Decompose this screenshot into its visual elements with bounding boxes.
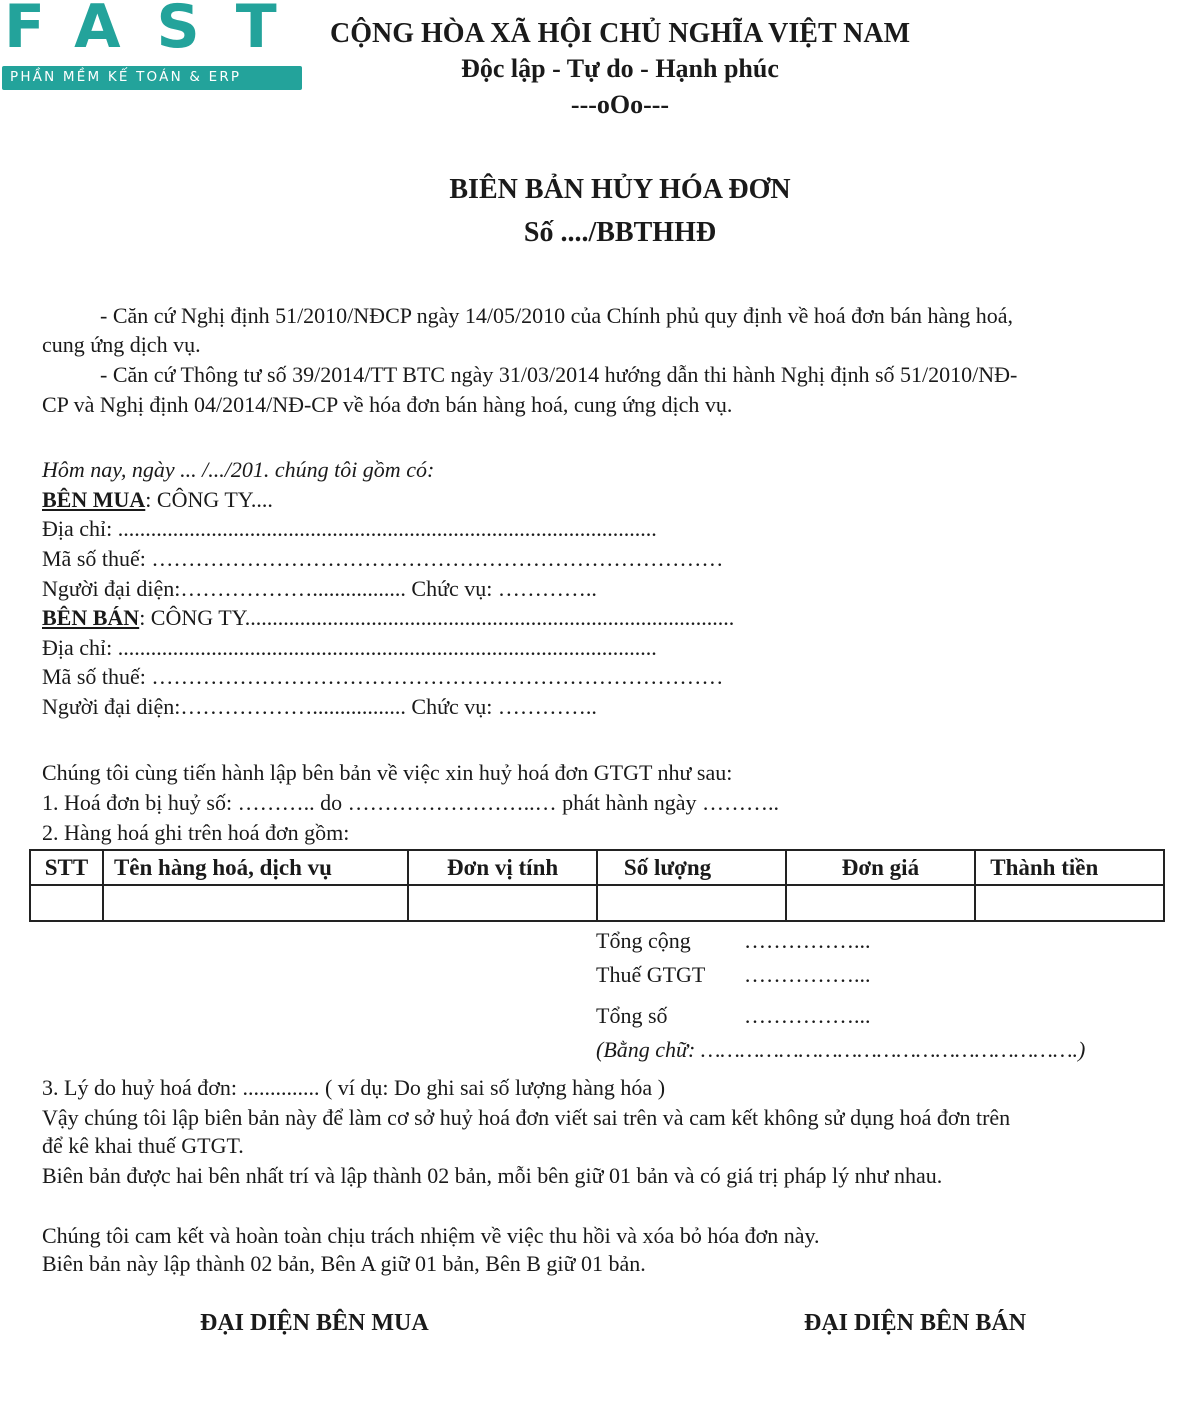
col-header-name: Tên hàng hoá, dịch vụ: [103, 850, 408, 885]
grand-total-value: ……………...: [744, 1003, 871, 1028]
buyer-line: [42, 487, 273, 513]
basis-line-1: - Căn cứ Nghị định 51/2010/NĐCP ngày 14/05/2010 của Chính phủ quy định về hoá đơn bán hàng hoá,: [100, 303, 1014, 328]
commit-line-5: Biên bản này lập thành 02 bản, Bên A giữ 01 bản, Bên B giữ 01 bản.: [42, 1251, 646, 1276]
table-header-row: [30, 850, 1164, 885]
logo-tagline: PHẦN MỀM KẾ TOÁN & ERP: [10, 69, 242, 85]
logo-wordmark: FAST: [4, 0, 313, 62]
total-value: ……………...: [744, 928, 871, 953]
col-header-amount: Thành tiền: [975, 850, 1164, 885]
col-header-unit: Đơn vị tính: [408, 850, 597, 885]
grand-total-label: Tổng số: [596, 1003, 668, 1028]
basis-line-3: - Căn cứ Thông tư số 39/2014/TT BTC ngày 31/03/2014 hướng dẫn thi hành Nghị định số 51/2010/NĐ-: [100, 362, 1018, 387]
seller-tax-code: Mã số thuế: ……………………………………………………………………: [42, 664, 724, 689]
buyer-company: : CÔNG TY....: [145, 487, 273, 512]
buyer-address: Địa chỉ: ..................................................................................................: [42, 516, 657, 541]
table-cell: [408, 885, 597, 921]
basis-line-4: CP và Nghị định 04/2014/NĐ-CP về hóa đơn bán hàng hoá, cung ứng dịch vụ.: [42, 392, 733, 417]
commit-line-3: Biên bản được hai bên nhất trí và lập thành 02 bản, mỗi bên giữ 01 bản và có giá trị pháp lý như nhau.: [42, 1163, 943, 1188]
commit-line-2: để kê khai thuế GTGT.: [42, 1133, 244, 1158]
header-separator: ---oOo---: [570, 90, 670, 119]
seller-line: [42, 605, 734, 631]
item-3: 3. Lý do huỷ hoá đơn: .............. ( ví dụ: Do ghi sai số lượng hàng hóa ): [42, 1075, 666, 1100]
document-title: BIÊN BẢN HỦY HÓA ĐƠN: [449, 174, 791, 205]
col-header-stt: STT: [30, 850, 103, 885]
vat-value: ……………...: [744, 962, 871, 987]
seller-company: : CÔNG TY.........................................................................................: [139, 605, 735, 630]
intro-line: Hôm nay, ngày ... /.../201. chúng tôi gồm có:: [42, 457, 435, 482]
buyer-tax-code: Mã số thuế: ……………………………………………………………………: [42, 546, 724, 571]
table-cell: [597, 885, 786, 921]
col-header-price: Đơn giá: [786, 850, 976, 885]
proceed-line: Chúng tôi cùng tiến hành lập bên bản về việc xin huỷ hoá đơn GTGT như sau:: [42, 760, 733, 785]
amount-in-words: (Bằng chữ: ………………………………………………….): [596, 1037, 1086, 1062]
seller-address: Địa chỉ: ..................................................................................................: [42, 635, 657, 660]
table-cell: [786, 885, 976, 921]
document-number: Số ..../BBTHHĐ: [523, 217, 717, 248]
table-row: [30, 885, 1164, 921]
table-cell: [975, 885, 1164, 921]
seller-representative: Người đại diện:………………................. Chức vụ: …………..: [42, 694, 597, 719]
buyer-label: BÊN MUA: [42, 487, 146, 512]
item-1: 1. Hoá đơn bị huỷ số: ……….. do ……………………..… phát hành ngày ………..: [42, 790, 779, 815]
buyer-representative: Người đại diện:………………................. Chức vụ: …………..: [42, 576, 597, 601]
goods-table: [29, 849, 1165, 922]
total-label: Tổng cộng: [596, 928, 691, 953]
table-cell: [30, 885, 103, 921]
commit-line-4: Chúng tôi cam kết và hoàn toàn chịu trách nhiệm về việc thu hồi và xóa bỏ hóa đơn này.: [42, 1223, 820, 1248]
basis-line-2: cung ứng dịch vụ.: [42, 332, 201, 357]
table-cell: [103, 885, 408, 921]
item-2: 2. Hàng hoá ghi trên hoá đơn gồm:: [42, 820, 350, 845]
buyer-signature-title: ĐẠI DIỆN BÊN MUA: [200, 1310, 429, 1336]
motto: Độc lập - Tự do - Hạnh phúc: [461, 54, 779, 83]
seller-signature-title: ĐẠI DIỆN BÊN BÁN: [804, 1310, 1027, 1336]
nation-title: CỘNG HÒA XÃ HỘI CHỦ NGHĨA VIỆT NAM: [329, 18, 911, 49]
vat-label: Thuế GTGT: [596, 962, 706, 987]
commit-line-1: Vậy chúng tôi lập biên bản này để làm cơ sở huỷ hoá đơn viết sai trên và cam kết không sử dụng hoá đơn trên: [42, 1105, 1011, 1130]
col-header-quantity: Số lượng: [597, 850, 786, 885]
seller-label: BÊN BÁN: [42, 605, 140, 630]
